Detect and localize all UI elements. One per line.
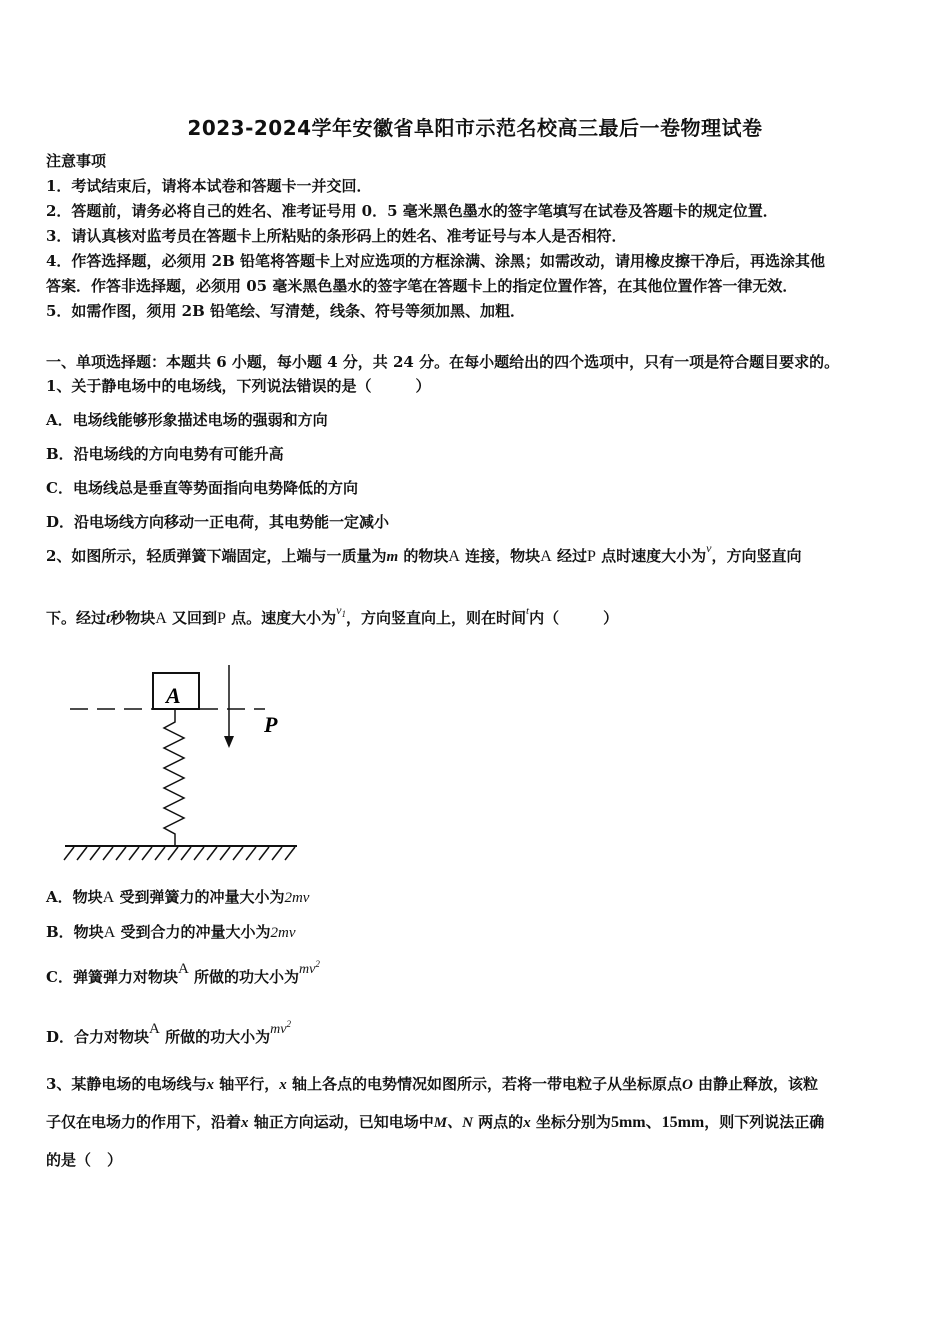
q1-option-c: C．电场线总是垂直等势面指向电势降低的方向 bbox=[46, 479, 358, 497]
q2-option-c: C．弹簧弹力对物块A 所做的功大小为$mv^2$ bbox=[46, 959, 320, 986]
question-2-line-1: 2、如图所示，轻质弹簧下端固定，上端与一质量为m 的物块A 连接，物块A 经过P 点时速度大小为$^v$，方向竖直向 bbox=[46, 541, 802, 565]
notice-item: 3．请认真核对监考员在答题卡上所粘贴的条形码上的姓名、准考证号与本人是否相符． bbox=[46, 227, 627, 245]
q1-option-d: D．沿电场线方向移动一正电荷，其电势能一定减小 bbox=[46, 513, 390, 531]
q2-option-a: A．物块A 受到弹簧力的冲量大小为2mv bbox=[46, 888, 310, 906]
q1-option-b: B．沿电场线的方向电势有可能升高 bbox=[46, 445, 284, 463]
q1-option-a: A．电场线能够形象描述电场的强弱和方向 bbox=[46, 411, 328, 429]
spring-block-diagram bbox=[60, 660, 310, 865]
question-2-line-2: 下。经过t秒物块A 又回到P 点。速度大小为$^{v_1}$，方向竖直向上，则在时间$^t$内（ ） bbox=[46, 603, 619, 627]
notice-item: 4．作答选择题，必须用 2B 铅笔将答题卡上对应选项的方框涂满、涂黑；如需改动，请用橡皮擦干净后，再选涂其他 bbox=[46, 252, 826, 270]
section-heading: 一、单项选择题：本题共 6 小题，每小题 4 分，共 24 分。在每小题给出的四个选项中，只有一项是符合题目要求的。 bbox=[46, 353, 840, 371]
question-3-line-3: 的是（ ） bbox=[46, 1151, 123, 1169]
q2-option-d: D．合力对物块A 所做的功大小为$mv^2$ bbox=[46, 1019, 291, 1046]
velocity-arrow-head bbox=[224, 736, 234, 748]
question-1-stem: 1、关于静电场中的电场线，下列说法错误的是（ ） bbox=[46, 377, 431, 395]
notice-item: 5．如需作图，须用 2B 铅笔绘、写清楚，线条、符号等须加黑、加粗． bbox=[46, 302, 525, 320]
notice-item: 答案．作答非选择题，必须用 05 毫米黑色墨水的签字笔在答题卡上的指定位置作答，在其他位置作答一律无效． bbox=[46, 277, 798, 295]
notice-item: 2．答题前，请务必将自己的姓名、准考证号用 0．5 毫米黑色墨水的签字笔填写在试卷及答题卡的规定位置． bbox=[46, 202, 778, 220]
ground-hatching bbox=[64, 847, 295, 860]
point-p-label: P bbox=[264, 712, 278, 737]
notice-heading: 注意事项 bbox=[46, 152, 107, 170]
spring bbox=[164, 710, 184, 845]
page-title: 2023-2024学年安徽省阜阳市示范名校高三最后一卷物理试卷 bbox=[187, 116, 763, 140]
block-a-label: A bbox=[166, 683, 181, 708]
question-3-line-1: 3、某静电场的电场线与x 轴平行，x 轴上各点的电势情况如图所示，若将一带电粒子从坐标原点O 由静止释放，该粒 bbox=[46, 1075, 819, 1093]
q2-option-b: B．物块A 受到合力的冲量大小为2mv bbox=[46, 923, 296, 941]
notice-item: 1．考试结束后，请将本试卷和答题卡一并交回． bbox=[46, 177, 372, 195]
question-3-line-2: 子仅在电场力的作用下，沿着x 轴正方向运动，已知电场中M、N 两点的x 坐标分别为5mm、15mm，则下列说法正确 bbox=[46, 1113, 825, 1131]
